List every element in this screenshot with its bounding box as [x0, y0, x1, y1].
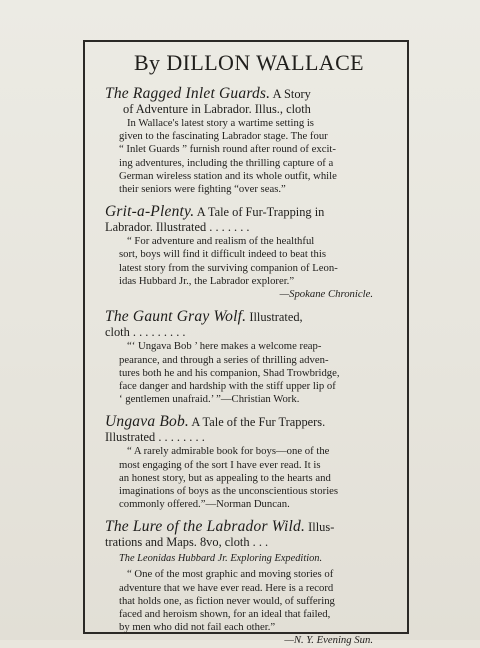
entry-head: [105, 204, 393, 220]
entry-head: [105, 86, 393, 102]
book-description-line: cloth . . . . . . . . .: [105, 325, 186, 340]
book-entry: [105, 204, 393, 301]
review-line: “ A rarely admirable book for boys—one of the: [127, 445, 330, 458]
review-line: pearance, and through a series of thrilling adven-: [119, 353, 329, 366]
book-title: The Lure of the Labrador Wild.: [105, 518, 306, 536]
review-line: “ For adventure and realism of the healthful: [127, 235, 315, 248]
review-line: imaginations of boys as the unconscientious stories: [119, 485, 339, 498]
review-line: most engaging of the sort I have ever read. It is: [119, 458, 321, 471]
review-line: idas Hubbard Jr., the Labrador explorer.”: [119, 274, 295, 287]
book-description-line: Labrador. Illustrated . . . . . . .: [105, 220, 250, 235]
review-line: their seniors were fighting “over seas.”: [119, 183, 286, 196]
book-subtitle: The Leonidas Hubbard Jr. Exploring Expedition.: [119, 553, 323, 565]
book-title: Ungava Bob.: [105, 413, 189, 431]
review-line: ing adventures, including the thrilling capture of a: [119, 156, 334, 169]
review-line: German wireless station and its whole outfit, while: [119, 169, 337, 182]
book-entry: [105, 519, 393, 647]
review-line: that holds one, as fiction never would, of suffering: [119, 594, 335, 607]
review-line: by men who did not fail each other.”: [119, 621, 276, 634]
review-attribution: —N. Y. Evening Sun.: [284, 634, 373, 647]
entry-head: [105, 414, 393, 430]
book-description: A Story: [270, 87, 311, 101]
book-description: Illustrated,: [246, 310, 303, 325]
review-line: an honest story, but as appealing to the hearts and: [119, 471, 331, 484]
book-description: A Tale of the Fur Trappers.: [189, 415, 326, 430]
review-line: “ One of the most graphic and moving stories of: [127, 568, 334, 581]
review-line: “‘ Ungava Bob ’ here makes a welcome reap-: [127, 340, 322, 353]
book-title: Grit-a-Plenty.: [105, 203, 195, 221]
book-description: A Tale of Fur-Trapping in: [194, 205, 325, 220]
book-description-line: of Adventure in Labrador. Illus., cloth: [123, 102, 311, 116]
ad-frame: [83, 40, 409, 647]
review-line: tures both he and his companion, Shad Trowbridge,: [119, 366, 340, 379]
review-line: “ Inlet Guards ” furnish round after round of excit-: [119, 143, 336, 156]
review-line: ‘ gentlemen unafraid.’ ”—Christian Work.: [119, 393, 300, 406]
review-line: sort, boys will find it difficult indeed to beat this: [119, 248, 326, 261]
review-line: given to the fascinating Labrador stage. The four: [119, 130, 328, 143]
page-heading: By DILLON WALLACE: [133, 50, 365, 75]
book-title: The Ragged Inlet Guards.: [105, 85, 271, 102]
entry-head: [105, 309, 393, 325]
review-attribution: —Spokane Chronicle.: [279, 288, 373, 301]
review-line: face danger and hardship with the stiff upper lip of: [119, 380, 336, 393]
review-line: adventure that we have ever read. Here is a record: [119, 581, 334, 594]
book-description-line: trations and Maps. 8vo, cloth . . .: [105, 535, 269, 550]
book-entry: [105, 414, 393, 511]
review-line: latest story from the surviving companion of Leon-: [119, 261, 338, 274]
review-line: In Wallace's latest story a wartime setting is: [127, 117, 314, 129]
book-entry: [105, 309, 393, 406]
book-description: Illus-: [305, 520, 335, 535]
book-entry: [105, 86, 393, 196]
review-line: faced and heroism shown, for an ideal that failed,: [119, 608, 331, 621]
review-line: commonly offered.”—Norman Duncan.: [119, 498, 290, 511]
book-description-line: Illustrated . . . . . . . .: [105, 430, 205, 445]
entry-head: [105, 519, 393, 535]
book-title: The Gaunt Gray Wolf.: [105, 308, 247, 326]
